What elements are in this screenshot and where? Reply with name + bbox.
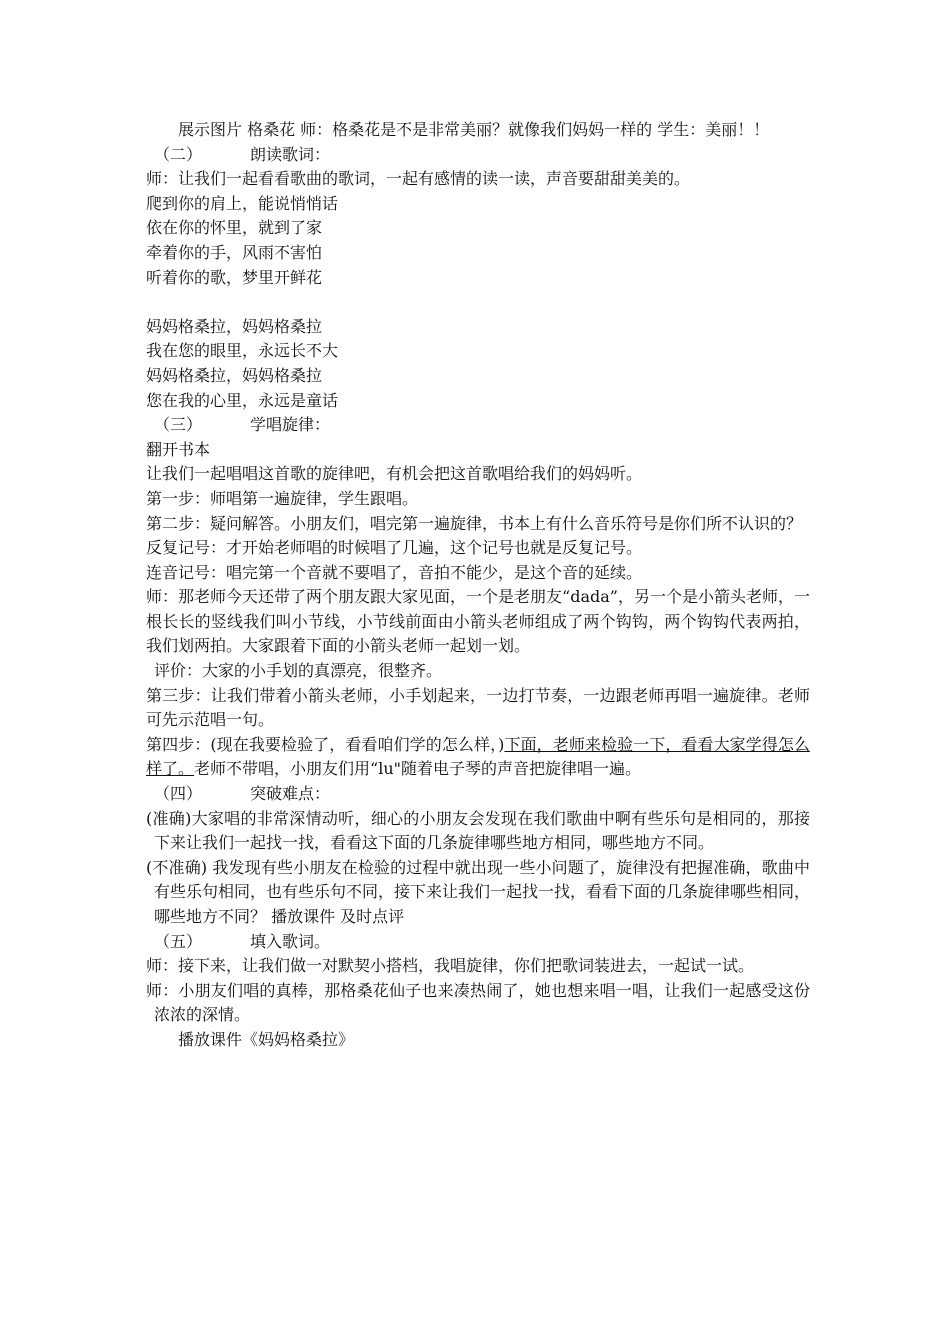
fairy-paragraph: 师：小朋友们唱的真棒，那格桑花仙子也来凑热闹了，她也想来唱一唱，让我们一起感受这份浓浓的深情。 (146, 980, 810, 1025)
lyric-line: 妈妈格桑拉，妈妈格桑拉 (146, 316, 323, 336)
sing-melody-paragraph: 让我们一起唱唱这首歌的旋律吧，有机会把这首歌唱给我们的妈妈听。 (146, 464, 643, 484)
section-heading-5 (146, 930, 810, 955)
section-title: 填入歌词。 (250, 931, 331, 951)
step-1: 第一步：师唱第一遍旋律，学生跟唱。 (146, 488, 419, 508)
tie-sign-paragraph: 连音记号：唱完第一个音就不要唱了，音拍不能少，是这个音的延续。 (146, 562, 643, 582)
friends-paragraph: 师：那老师今天还带了两个朋友跟大家见面，一个是老朋友“dada”，另一个是小箭头老师，一根长长的竖线我们叫小节线，小节线前面由小箭头老师组成了两个钩钩，两个钩钩代表两拍，我们划两拍。大家跟着下面的小箭头老师一起划一划。 (146, 587, 810, 656)
blank-line (146, 290, 810, 315)
intro-paragraph: 展示图片 格桑花 师：格桑花是不是非常美丽？就像我们妈妈一样的 学生：美丽！！ (178, 120, 770, 139)
step-2: 第二步：疑问解答。小朋友们，唱完第一遍旋律，书本上有什么音乐符号是你们所不认识的？ (146, 513, 803, 533)
lyric-line: 依在你的怀里，就到了家 (146, 218, 323, 238)
accurate-paragraph: (准确)大家唱的非常深情动听，细心的小朋友会发现在我们歌曲中啊有些乐句是相同的，那接下来让我们一起找一找，看看这下面的几条旋律哪些地方相同，哪些地方不同。 (146, 808, 810, 853)
lyric-line: 牵着你的手，风雨不害怕 (146, 242, 323, 262)
lyric-line: 我在您的眼里，永远长不大 (146, 341, 339, 361)
section-title: 学唱旋律： (250, 415, 331, 435)
open-book-line: 翻开书本 (146, 439, 211, 459)
lyric-line: 听着你的歌，梦里开鲜花 (146, 267, 323, 287)
fill-lyrics-paragraph: 师：接下来，让我们做一对默契小搭档，我唱旋律，你们把歌词装进去，一起试一试。 (146, 956, 755, 976)
teacher-read-paragraph: 师：让我们一起看看歌曲的歌词，一起有感情的读一读，声音要甜甜美美的。 (146, 169, 691, 189)
lyric-line: 妈妈格桑拉，妈妈格桑拉 (146, 365, 323, 385)
section-heading-4 (146, 782, 810, 807)
section-heading-3 (146, 413, 810, 438)
section-number: （五） (154, 931, 203, 951)
lyric-line: 您在我的心里，永远是童话 (146, 390, 339, 410)
step-3: 第三步：让我们带着小箭头老师，小手划起来，一边打节奏，一边跟老师再唱一遍旋律。老师可先示范唱一句。 (146, 685, 810, 730)
document-body (146, 118, 810, 1053)
section-number: （二） (154, 144, 203, 164)
section-number: （四） (154, 784, 203, 804)
repeat-sign-paragraph: 反复记号：才开始老师唱的时候唱了几遍，这个记号也就是反复记号。 (146, 538, 643, 558)
step-4-rest: 老师不带唱，小朋友们用“lu"随着电子琴的声音把旋律唱一遍。 (194, 759, 641, 779)
section-number: （三） (154, 415, 203, 435)
step-4 (146, 733, 810, 782)
lyric-line: 爬到你的肩上，能说悄悄话 (146, 193, 339, 213)
section-title: 突破难点： (250, 784, 331, 804)
inaccurate-paragraph: (不准确) 我发现有些小朋友在检验的过程中就出现一些小问题了，旋律没有把握准确，歌曲中有些乐句相同，也有些乐句不同，接下来让我们一起找一找，看看下面的几条旋律哪些相同，哪些地方不同？ 播放课件 及时点评 (146, 857, 811, 926)
step-4-intro: 第四步：(现在我要检验了，看看咱们学的怎么样，) (146, 734, 505, 754)
evaluation-paragraph: 评价：大家的小手划的真漂亮，很整齐。 (154, 661, 443, 681)
section-title: 朗读歌词： (250, 144, 331, 164)
section-heading-2 (146, 143, 810, 168)
play-courseware-line: 播放课件《妈妈格桑拉》 (178, 1029, 355, 1049)
step-4-underlined: 下面，老师来检验一下，看看大家学得怎么样了。 (146, 734, 810, 779)
